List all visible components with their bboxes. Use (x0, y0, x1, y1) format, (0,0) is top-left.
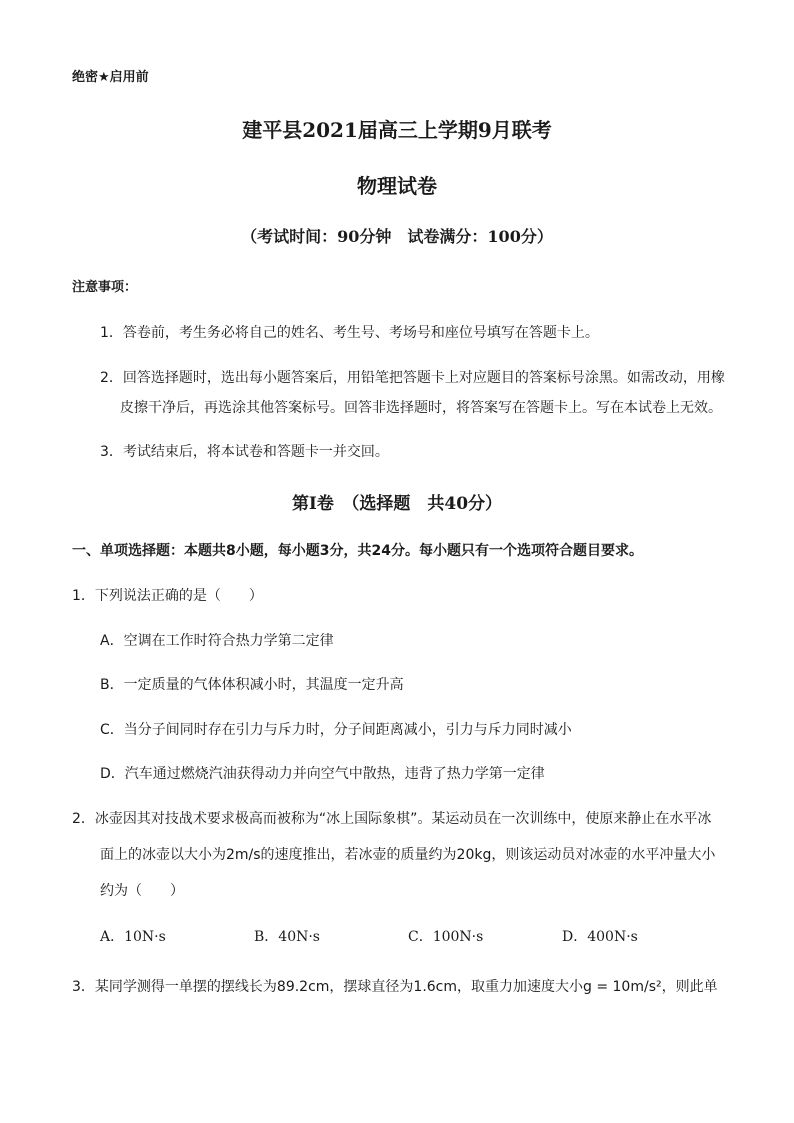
question-stem-continuation: 约为（ ） (100, 883, 184, 899)
question-stem: 3．某同学测得一单摆的摆线长为89.2cm，摆球直径为1.6cm，取重力加速度大小g = 10m/s²，则此单 (72, 979, 718, 995)
question-option: D．400N·s (562, 929, 638, 945)
question-stem-continuation: 面上的冰壶以大小为2m/s的速度推出，若冰壶的质量约为20kg，则该运动员对冰壶的水平冲量大小 (100, 847, 716, 863)
part-heading: 一、单项选择题：本题共8小题，每小题3分，共24分。每小题只有一个选项符合题目要求。 (72, 543, 643, 559)
note-item-continuation: 皮擦干净后，再选涂其他答案标号。回答非选择题时，将答案写在答题卡上。写在本试卷上无效。 (120, 400, 722, 416)
question-stem: 2．冰壶因其对技战术要求极高而被称为“冰上国际象棋”。某运动员在一次训练中，使原来静止在水平冰 (72, 811, 712, 827)
notes-heading: 注意事项： (72, 280, 138, 295)
question-option: B．一定质量的气体体积减小时，其温度一定升高 (100, 677, 404, 693)
secret-mark: 绝密★启用前 (72, 70, 149, 85)
subject-title: 物理试卷 (357, 174, 437, 198)
question-option: B．40N·s (254, 929, 320, 945)
question-option: C．100N·s (408, 929, 484, 945)
note-item: 1．答卷前，考生务必将自己的姓名、考生号、考场号和座位号填写在答题卡上。 (100, 325, 599, 341)
question-option: D．汽车通过燃烧汽油获得动力并向空气中散热，违背了热力学第一定律 (100, 766, 545, 782)
section-title: 第Ⅰ卷 （选择题 共40分） (291, 494, 503, 514)
note-item: 2．回答选择题时，选出每小题答案后，用铅笔把答题卡上对应题目的答案标号涂黑。如需改动，用橡 (100, 370, 725, 386)
exam-title: 建平县2021届高三上学期9月联考 (242, 118, 552, 142)
question-option: C．当分子间同时存在引力与斥力时，分子间距离减小，引力与斥力同时减小 (100, 722, 572, 738)
note-item: 3．考试结束后，将本试卷和答题卡一并交回。 (100, 444, 389, 460)
question-option: A．空调在工作时符合热力学第二定律 (100, 633, 334, 649)
question-stem: 1．下列说法正确的是（ ） (72, 588, 263, 604)
exam-info: （考试时间：90分钟 试卷满分：100分） (241, 227, 553, 246)
question-option: A．10N·s (100, 929, 166, 945)
